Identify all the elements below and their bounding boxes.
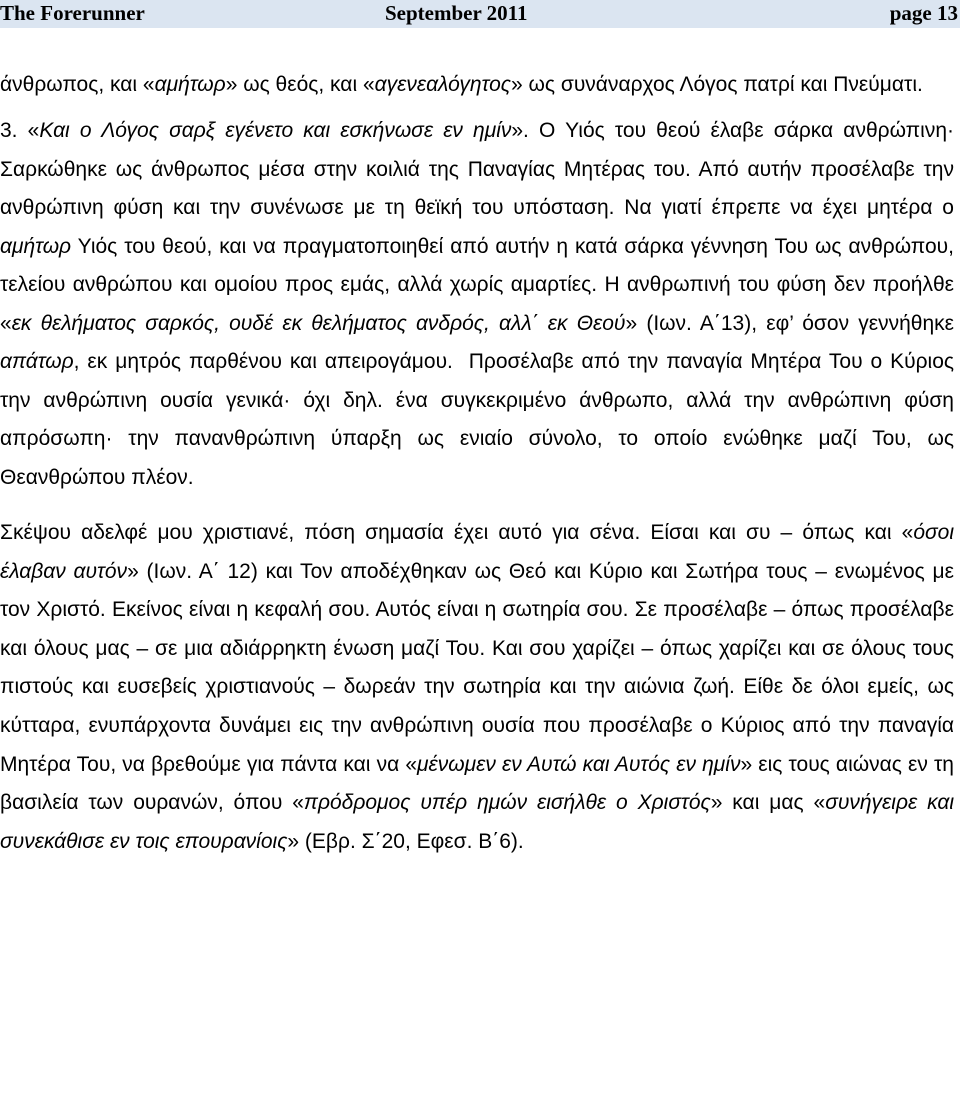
page-number: page 13 <box>889 1 958 25</box>
text-run: » (Εβρ. Σ΄20, Εφεσ. Β΄6). <box>287 829 524 853</box>
paragraph-continuation <box>0 66 954 103</box>
page-header <box>0 0 960 28</box>
paragraph-section-3 <box>0 112 960 497</box>
text-run: » ως θεός, και « <box>225 73 375 96</box>
text-run-italic: πρόδρομος υπέρ ημών εισήλθε ο Χριστός <box>303 791 711 815</box>
text-run: » και μας « <box>710 791 826 815</box>
text-run: 3. « <box>0 119 40 142</box>
text-run: άνθρωπος, και « <box>0 73 155 96</box>
text-run: » εις τους αιώνας εν τη βασιλεία των ουρανών, όπου « <box>0 752 960 815</box>
text-run-italic: εκ θελήματος σαρκός, ουδέ εκ θελήματος ανδρός, αλλ΄ εκ Θεού <box>11 311 626 335</box>
text-run-italic: αμήτωρ <box>154 73 226 96</box>
text-run-italic: αγενεαλόγητος <box>374 73 511 96</box>
text-run: Υιός του θεού, και να πραγματοποιηθεί από αυτήν η κατά σάρκα γέννηση Του ως ανθρώπου, τελείου ανθρώπου και ομοίου προς εμάς, αλλά χωρίς αμαρτίες. Η ανθρωπινή του φύση δεν προήλθε « <box>0 234 960 335</box>
text-run-italic: μένωμεν εν Αυτώ και Αυτός εν ημίν <box>417 752 741 776</box>
publication-title: The Forerunner <box>0 1 145 25</box>
text-run-italic: απάτωρ <box>0 350 74 373</box>
text-run: ». Ο Υιός του θεού έλαβε σάρκα ανθρώπινη· Σαρκώθηκε ως άνθρωπος μέσα στην κοιλιά της Παναγίας Μητέρας του. Από αυτήν προσέλαβε την ανθρώπινη φύση και την συνένωσε με τη θεϊκή του υπόσταση. Να γιατί έπρεπε να έχει μητέρα ο <box>0 119 960 219</box>
text-run-italic: αμήτωρ <box>0 234 72 258</box>
text-run-italic: συνήγειρε και συνεκάθισε εν τοις επουρανίοις <box>0 791 960 853</box>
text-run-italic: όσοι έλαβαν αυτόν <box>0 521 960 583</box>
article-body <box>0 66 960 861</box>
paragraph-exhortation <box>0 514 960 861</box>
text-run: Σκέψου αδελφέ μου χριστιανέ, πόση σημασία έχει αυτό για σένα. Είσαι και συ – όπως και « <box>0 521 914 544</box>
text-run: » ως συνάναρχος Λόγος πατρί και Πνεύματι. <box>511 73 923 96</box>
text-run: » (Ιων. Α΄ 12) και Τον αποδέχθηκαν ως Θεό και Κύριο και Σωτήρα τους – ενωμένος με τον Χριστό. Εκείνος είναι η κεφαλή σου. Αυτός είναι η σωτηρία σου. Σε προσέλαβε – όπως προσέλαβε και όλους μας – σε μια αδιάρρηκτη ένωση μαζί Του. Και σου χαρίζει – όπως χαρίζει και σε όλους τους πιστούς και ευσεβείς χριστιανούς – δωρεάν την σωτηρία και την αιώνια ζωή. Είθε δε όλοι εμείς, ως κύτταρα, ενυπάρχοντα δυνάμει εις την ανθρώπινη ουσία που προσέλαβε ο Κύριος από την παναγία Μητέρα Του, να βρεθούμε για πάντα και να « <box>0 559 960 776</box>
issue-date: September 2011 <box>385 1 528 25</box>
text-run: » (Ιων. Α΄13), εφ’ όσον γεννήθηκε <box>625 311 960 335</box>
text-run: , εκ μητρός παρθένου και απειρογάμου. Προσέλαβε από την παναγία Μητέρα Του ο Κύριος την ανθρώπινη ουσία γενικά· όχι δηλ. ένα συγκεκριμένο άνθρωπο, αλλά την ανθρώπινη φύση απρόσωπη· την πανανθρώπινη ύπαρξη ως ενιαίο σύνολο, το οποίο ενώθηκε μαζί Του, ως Θεανθρώπου πλέον. <box>0 350 960 489</box>
text-run-italic: Και ο Λόγος σαρξ εγένετο και εσκήνωσε εν ημίν <box>39 119 512 142</box>
